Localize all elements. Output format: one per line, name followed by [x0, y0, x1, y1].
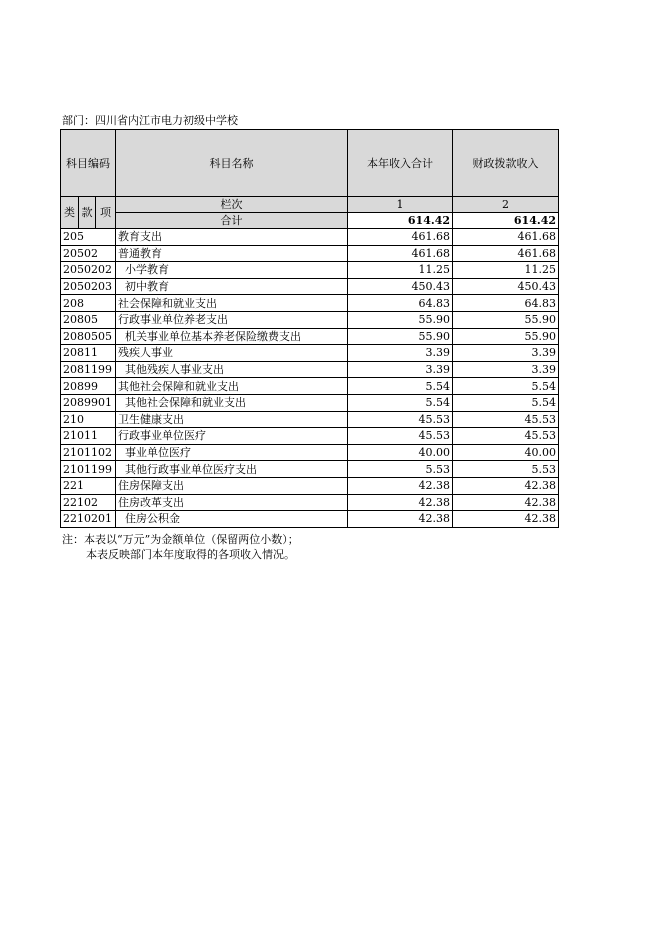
income-total: 42.38: [348, 477, 453, 494]
footnote-line-1: 注：本表以“万元”为金额单位（保留两位小数）；: [62, 533, 299, 546]
subject-code: 2050202: [61, 262, 116, 279]
subject-name: 住房保障支出: [116, 477, 348, 494]
table-row: [61, 262, 559, 279]
table-row: [61, 345, 559, 362]
income-total: 461.68: [348, 229, 453, 246]
subject-code: 2080505: [61, 328, 116, 345]
income-total: 3.39: [348, 361, 453, 378]
subject-name: 卫生健康支出: [116, 411, 348, 428]
subject-code: 2050203: [61, 278, 116, 295]
fiscal-income: 5.54: [453, 378, 559, 395]
income-total: 64.83: [348, 295, 453, 312]
subject-name: 社会保障和就业支出: [116, 295, 348, 312]
subject-code: 21011: [61, 428, 116, 445]
fiscal-income: 64.83: [453, 295, 559, 312]
subject-name: 初中教育: [116, 278, 348, 295]
subject-code: 20811: [61, 345, 116, 362]
fiscal-income: 5.54: [453, 394, 559, 411]
table-row: [61, 494, 559, 511]
total-col1: 614.42: [348, 213, 453, 229]
fiscal-income: 3.39: [453, 361, 559, 378]
table-row: [61, 411, 559, 428]
subject-code: 20502: [61, 245, 116, 262]
table-row: [61, 311, 559, 328]
table-row: [61, 229, 559, 246]
income-total: 11.25: [348, 262, 453, 279]
subject-code: 22102: [61, 494, 116, 511]
fiscal-income: 11.25: [453, 262, 559, 279]
income-table: [60, 129, 559, 528]
fiscal-income: 55.90: [453, 311, 559, 328]
income-total: 42.38: [348, 494, 453, 511]
subject-name: 其他社会保障和就业支出: [116, 394, 348, 411]
subject-code: 20805: [61, 311, 116, 328]
income-total: 55.90: [348, 311, 453, 328]
fiscal-income: 45.53: [453, 428, 559, 445]
footnote: [62, 532, 299, 562]
table-row: [61, 428, 559, 445]
kuan-header: 款: [79, 197, 96, 229]
xiang-header: 项: [96, 197, 116, 229]
subject-name: 残疾人事业: [116, 345, 348, 362]
income-total: 45.53: [348, 411, 453, 428]
subject-code: 20899: [61, 378, 116, 395]
lanci-label: 栏次: [116, 197, 348, 213]
table-row: [61, 278, 559, 295]
fiscal-income: 461.68: [453, 229, 559, 246]
subject-name: 普通教育: [116, 245, 348, 262]
footnote-line-2: 本表反映部门本年度取得的各项收入情况。: [86, 548, 295, 561]
table-row: [61, 461, 559, 478]
income-total: 5.54: [348, 378, 453, 395]
col1-header: 本年收入合计: [348, 130, 453, 197]
subject-name: 住房改革支出: [116, 494, 348, 511]
fiscal-income: 40.00: [453, 444, 559, 461]
income-total: 55.90: [348, 328, 453, 345]
table-row: [61, 361, 559, 378]
table-row: [61, 378, 559, 395]
subject-name: 事业单位医疗: [116, 444, 348, 461]
subject-name: 行政事业单位医疗: [116, 428, 348, 445]
subject-name: 教育支出: [116, 229, 348, 246]
subject-code: 221: [61, 477, 116, 494]
fiscal-income: 55.90: [453, 328, 559, 345]
subject-code: 2081199: [61, 361, 116, 378]
fiscal-income: 42.38: [453, 477, 559, 494]
fiscal-income: 42.38: [453, 494, 559, 511]
subject-code: 2210201: [61, 511, 116, 528]
income-total: 40.00: [348, 444, 453, 461]
subject-name: 行政事业单位养老支出: [116, 311, 348, 328]
income-total: 45.53: [348, 428, 453, 445]
income-total: 5.54: [348, 394, 453, 411]
subject-code: 205: [61, 229, 116, 246]
subject-name: 其他社会保障和就业支出: [116, 378, 348, 395]
table-row: [61, 511, 559, 528]
subject-name: 机关事业单位基本养老保险缴费支出: [116, 328, 348, 345]
col2-header: 财政拨款收入: [453, 130, 559, 197]
code-header: 科目编码: [61, 130, 116, 197]
fiscal-income: 45.53: [453, 411, 559, 428]
table-row: [61, 477, 559, 494]
lanci-row: [61, 197, 559, 213]
table-row: [61, 394, 559, 411]
income-total: 3.39: [348, 345, 453, 362]
name-header: 科目名称: [116, 130, 348, 197]
subject-name: 小学教育: [116, 262, 348, 279]
subject-name: 其他残疾人事业支出: [116, 361, 348, 378]
header-row: [61, 130, 559, 197]
total-row: [61, 213, 559, 229]
table-row: [61, 328, 559, 345]
subject-code: 2089901: [61, 394, 116, 411]
total-col2: 614.42: [453, 213, 559, 229]
subject-code: 2101102: [61, 444, 116, 461]
income-total: 461.68: [348, 245, 453, 262]
subject-code: 210: [61, 411, 116, 428]
fiscal-income: 461.68: [453, 245, 559, 262]
subject-code: 2101199: [61, 461, 116, 478]
total-label: 合计: [116, 213, 348, 229]
income-total: 5.53: [348, 461, 453, 478]
fiscal-income: 450.43: [453, 278, 559, 295]
fiscal-income: 3.39: [453, 345, 559, 362]
col2-number: 2: [453, 197, 559, 213]
fiscal-income: 5.53: [453, 461, 559, 478]
col1-number: 1: [348, 197, 453, 213]
table-row: [61, 295, 559, 312]
income-total: 42.38: [348, 511, 453, 528]
subject-name: 住房公积金: [116, 511, 348, 528]
lei-header: 类: [61, 197, 79, 229]
fiscal-income: 42.38: [453, 511, 559, 528]
subject-code: 208: [61, 295, 116, 312]
subject-name: 其他行政事业单位医疗支出: [116, 461, 348, 478]
department-label: 部门：四川省内江市电力初级中学校: [62, 114, 238, 127]
table-row: [61, 444, 559, 461]
table-row: [61, 245, 559, 262]
income-total: 450.43: [348, 278, 453, 295]
